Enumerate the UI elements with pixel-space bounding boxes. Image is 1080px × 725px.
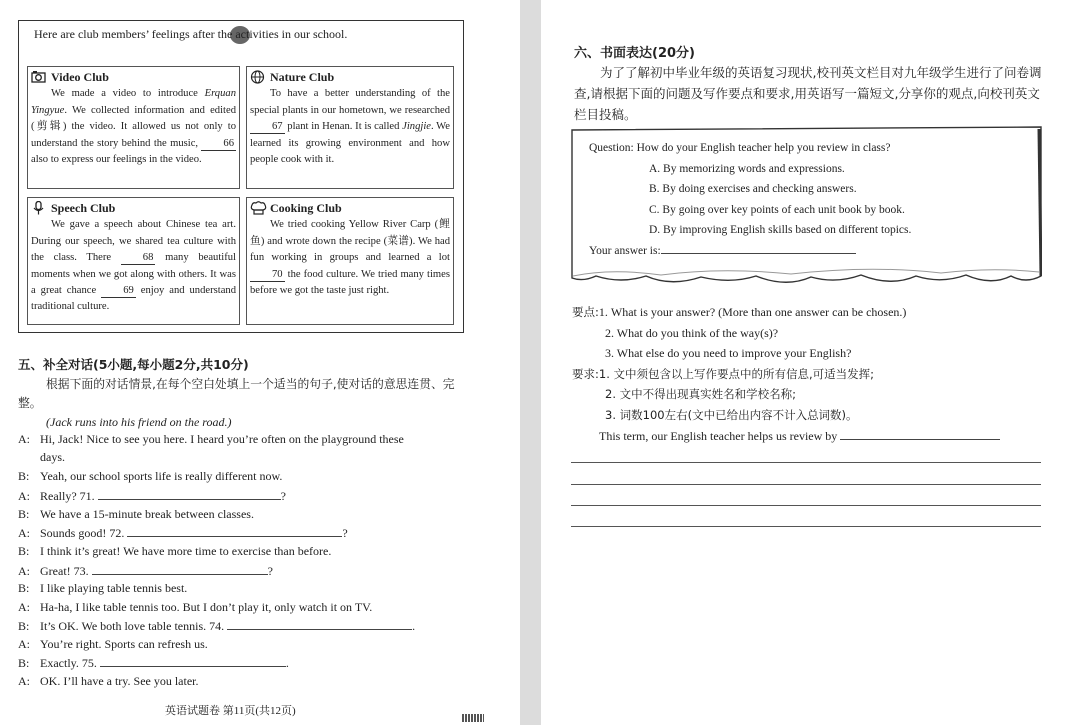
dialogue-line	[18, 488, 478, 504]
speaker-label: B:	[18, 469, 30, 483]
cooking-club-card	[246, 197, 454, 325]
dialogue-end-punct: .	[412, 619, 416, 633]
globe-icon	[250, 70, 265, 84]
req-1: 1. 文中须包含以上写作要点中的所有信息,可适当发挥;	[598, 366, 875, 381]
page-footer: 英语试题卷 第11页(共12页)	[165, 705, 296, 717]
speaker-label: A:	[18, 637, 30, 651]
speaker-label: B:	[18, 656, 30, 670]
club-title: Video Club	[51, 70, 109, 84]
dialogue-line	[18, 450, 478, 465]
point-1: 1. What is your answer? (More than one answer can be chosen.)	[598, 305, 907, 319]
dialogue-text: I think it’s great! We have more time to exercise than before.	[40, 544, 332, 558]
blank-67[interactable]: 67	[250, 121, 285, 134]
section-5-heading: 五、补全对话(5小题,每小题2分,共10分)	[18, 357, 249, 372]
club-title: Cooking Club	[270, 201, 342, 215]
dialogue-text: Great! 73.	[40, 564, 89, 578]
speaker-label: B:	[18, 544, 30, 558]
writing-line[interactable]	[571, 526, 1041, 527]
speaker-label: A:	[18, 600, 30, 614]
dialogue-line	[18, 525, 478, 541]
chef-hat-icon	[250, 201, 265, 215]
blank-69[interactable]: 69	[101, 285, 136, 298]
dialogue-text: Really? 71.	[40, 489, 95, 503]
blank-68[interactable]: 68	[121, 252, 156, 265]
speaker-label: A:	[18, 489, 30, 503]
speaker-label: A:	[18, 564, 30, 578]
dialogue-text: I like playing table tennis best.	[40, 581, 188, 595]
speaker-label: A:	[18, 432, 30, 446]
dialogue-line	[18, 581, 478, 596]
section-5	[18, 356, 468, 431]
dialogue-line	[18, 600, 478, 615]
answer-label: Your answer is:	[589, 244, 661, 257]
speaker-label: A:	[18, 674, 30, 688]
dialogue-line	[18, 637, 478, 652]
dialogue-text: Ha-ha, I like table tennis too. But I don’t play it, only watch it on TV.	[40, 600, 373, 614]
answer-blank[interactable]	[100, 655, 286, 667]
speaker-label: B:	[18, 619, 30, 633]
video-club-card	[27, 66, 240, 189]
essay-starter-line[interactable]	[840, 428, 1000, 440]
speaker-label: B:	[18, 581, 30, 595]
writing-line[interactable]	[571, 462, 1041, 463]
writing-requirements	[572, 302, 1000, 446]
club-text: enjoy and understand traditional culture.	[31, 285, 236, 313]
dialogue-end-punct: ?	[342, 526, 348, 540]
dialogue-text: Exactly. 75.	[40, 656, 97, 670]
answer-blank[interactable]	[98, 488, 281, 500]
req-3: 3. 词数100左右(文中已给出内容不计入总词数)。	[605, 407, 858, 422]
club-text: the food culture. We tried many times before we got the taste just right.	[250, 268, 450, 297]
dialogue-line	[18, 563, 478, 579]
section-5-instruction: 根据下面的对话情景,在每个空白处填上一个适当的句子,使对话的意思连贯、完整。	[18, 376, 455, 410]
questionnaire-box	[571, 126, 1042, 288]
club-text: To have a better understanding of the special plants in our hometown, we researched	[250, 88, 450, 116]
points-label: 要点:	[572, 305, 599, 319]
dialogue-end-punct: ?	[280, 489, 286, 503]
dialogue-line	[18, 507, 478, 522]
dialogue-line	[18, 655, 478, 671]
point-2: 2. What do you think of the way(s)?	[605, 325, 779, 340]
dialogue-scene: (Jack runs into his friend on the road.)	[46, 414, 232, 429]
dialogue-text: It’s OK. We both love table tennis. 74.	[40, 619, 225, 633]
answer-blank[interactable]	[227, 618, 412, 630]
reqs-label: 要求:	[572, 366, 599, 381]
blank-70[interactable]: 70	[250, 269, 285, 282]
club-text: plant in Henan. It is called	[284, 121, 403, 133]
dialogue-text: Hi, Jack! Nice to see you here. I heard you’re often on the playground these	[40, 432, 404, 446]
essay-starter: This term, our English teacher helps us review by	[599, 428, 838, 443]
dialogue-text: Yeah, our school sports life is really different now.	[40, 469, 283, 483]
req-2: 2. 文中不得出现真实姓名和学校名称;	[605, 387, 797, 402]
club-intro: Here are club members’ feelings after the activities in our school.	[34, 27, 348, 41]
dialogue-line	[18, 432, 478, 447]
dialogue-end-punct: ?	[267, 564, 273, 578]
club-text: . We learned its growing environment and how people cook with it.	[250, 121, 450, 166]
section-6-intro: 为了了解初中毕业年级的英语复习现状,校刊英文栏目对九年级学生进行了问卷调查,请根据下面的问题及写作要点和要求,用英语写一篇短文,分享你的观点,向校刊英文栏目投稿。	[574, 65, 1042, 122]
speaker-label: A:	[18, 526, 30, 540]
right-page	[541, 0, 1080, 725]
dialogue-text: OK. I’ll have a try. See you later.	[40, 674, 199, 688]
blank-66[interactable]: 66	[201, 138, 236, 151]
club-title: Speech Club	[51, 201, 116, 215]
club-text-italic: Jingjie	[402, 121, 431, 133]
answer-blank[interactable]	[127, 525, 342, 537]
dialogue-text: We have a 15-minute break between classes.	[40, 507, 254, 521]
dialogue-line	[18, 674, 478, 689]
club-text: also to express our feelings in the video.	[31, 154, 202, 166]
writing-line[interactable]	[571, 505, 1041, 506]
writing-line[interactable]	[571, 484, 1041, 485]
microphone-icon	[31, 201, 46, 215]
club-text: We gave a speech about Chinese tea art. During our speech, we shared tea culture with the class. There	[31, 219, 236, 264]
club-title: Nature Club	[270, 70, 335, 84]
club-text: We tried cooking Yellow River Carp (鲤鱼) and wrote down the recipe (菜谱). We had fun working in groups and learned a lot	[250, 219, 450, 264]
dialogue-text: You’re right. Sports can refresh us.	[40, 637, 208, 651]
answer-line[interactable]	[661, 242, 856, 254]
question: Question: How do your English teacher help you review in class?	[589, 142, 891, 154]
option-c: C. By going over key points of each unit book by book.	[649, 203, 905, 216]
answer-blank[interactable]	[92, 563, 268, 575]
camera-icon	[31, 70, 46, 84]
point-3: 3. What else do you need to improve your English?	[605, 346, 852, 361]
left-page	[0, 0, 520, 725]
speaker-label: B:	[18, 507, 30, 521]
club-text-italic: Erquan Yingyue	[31, 88, 236, 116]
option-b: B. By doing exercises and checking answers.	[649, 183, 857, 195]
option-d: D. By improving English skills based on different topics.	[649, 224, 912, 236]
questionnaire-text	[589, 138, 911, 261]
club-text: We made a video to introduce	[51, 88, 205, 100]
nature-club-card	[246, 66, 454, 189]
section-6-heading: 六、书面表达(20分)	[574, 46, 695, 61]
club-text: many beautiful moments when we got along with others. It was a great chance	[31, 252, 236, 297]
option-a: A. By memorizing words and expressions.	[649, 162, 845, 175]
speech-club-card	[27, 197, 240, 325]
dialogue-line	[18, 618, 478, 634]
dialogue-end-punct: .	[285, 656, 289, 670]
club-text: . We collected information and edited (剪辑) the video. It allowed us not only to understand the story behind the music,	[31, 104, 236, 149]
dialogue-text: Sounds good! 72.	[40, 526, 125, 540]
dialogue-line	[18, 469, 478, 484]
dialogue-line	[18, 544, 478, 559]
dialogue-text: days.	[40, 450, 65, 464]
qr-code-icon	[462, 714, 484, 722]
